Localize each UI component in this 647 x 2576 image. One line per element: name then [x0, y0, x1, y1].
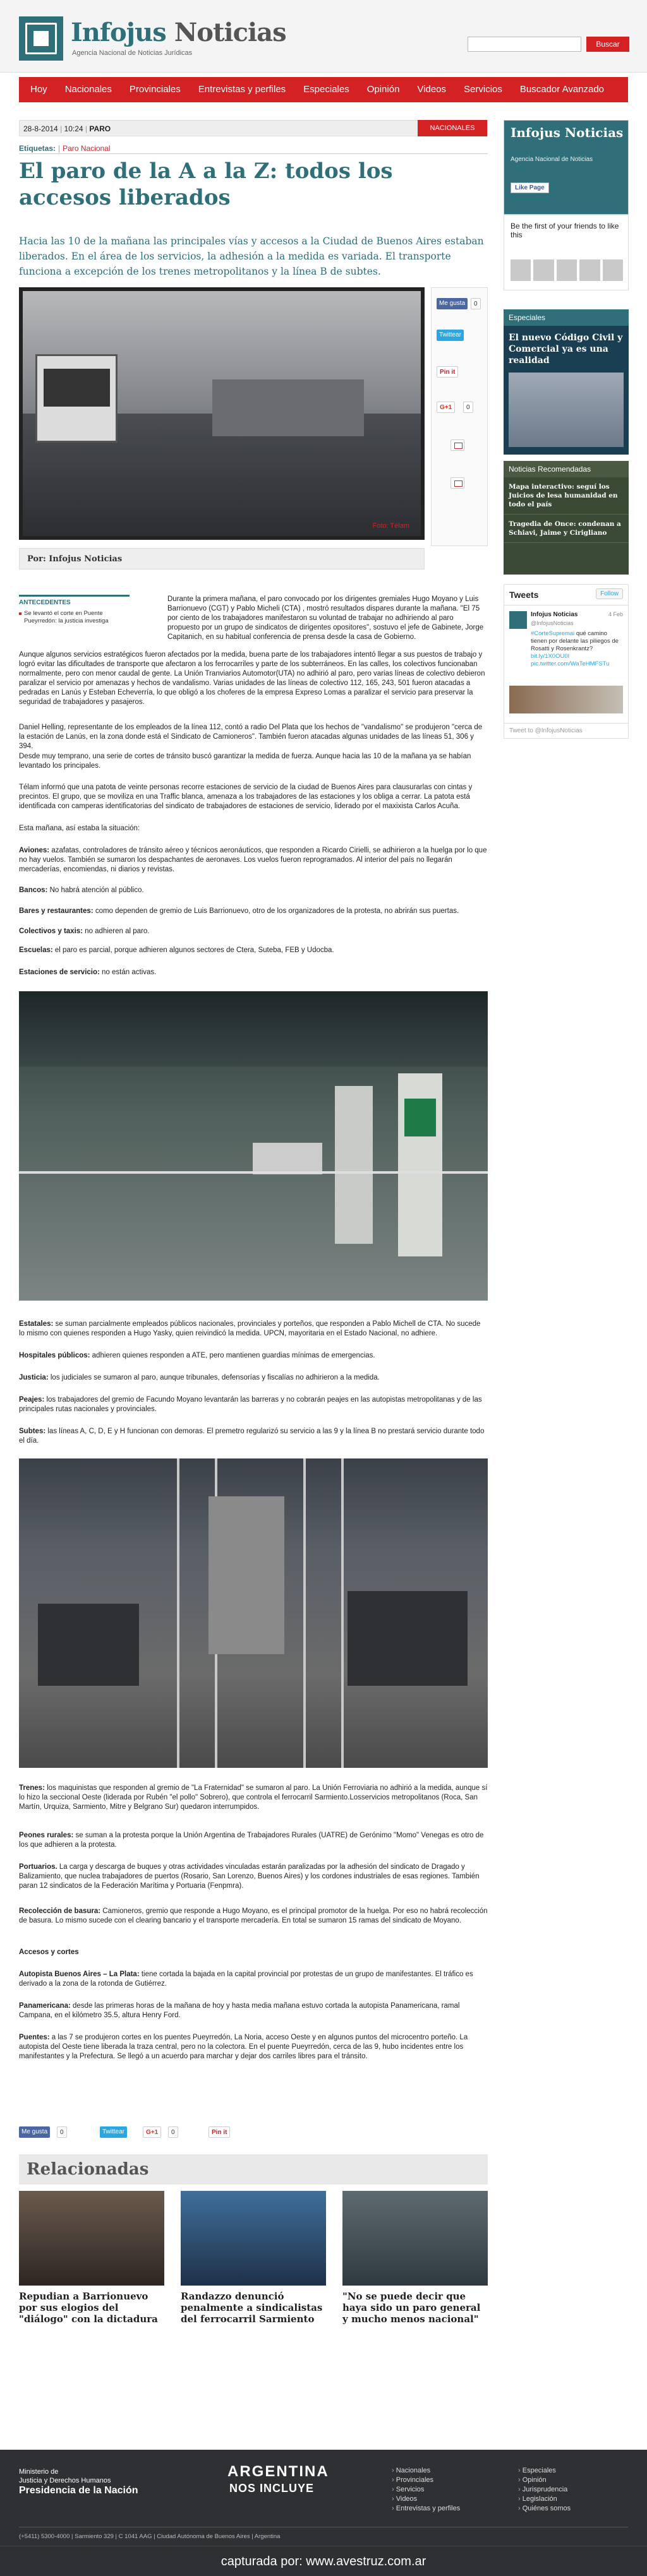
photo-credit: Foto: Télam: [372, 522, 409, 530]
paragraph: Peajes: los trabajadores del gremio de Facundo Moyano levantarán las barreras y no cobrarán peajes en las autopistas metropolitanas y de las principales rutas nacionales y provinciales.: [19, 1396, 482, 1413]
paragraph: Bares y restaurantes: como dependen de gremio de Luis Barrionuevo, otro de los organizadores de la protesta, no abrirán sus puertas.: [19, 907, 459, 915]
google-plus-count: 0: [463, 402, 473, 413]
footer-link[interactable]: › Servicios: [392, 2485, 460, 2495]
article-time: 10:24: [64, 124, 83, 133]
ministry-line2: Justicia y Derechos Humanos: [19, 2477, 111, 2484]
tags-line: Etiquetas: | Paro Nacional: [19, 144, 111, 153]
paragraph: Bancos: No habrá atención al público.: [19, 886, 144, 894]
related-item[interactable]: [342, 2191, 488, 2325]
site-footer: [0, 2450, 647, 2576]
paragraph: Hospitales públicos: adhieren quienes responden a ATE, pero mantienen guardias mínimas de emergencias.: [19, 1352, 375, 1359]
related-heading: Relacionadas: [19, 2154, 488, 2185]
nav-item-videos[interactable]: Videos: [417, 84, 447, 95]
facebook-count: 0: [471, 298, 481, 309]
nav-item-hoy[interactable]: Hoy: [30, 84, 47, 95]
related-image[interactable]: [19, 2191, 164, 2286]
footer-link[interactable]: › Legislación: [518, 2495, 571, 2504]
footer-link[interactable]: › Entrevistas y perfiles: [392, 2504, 460, 2513]
paragraph: Portuarios. La carga y descarga de buques y otras actividades vinculadas estarán paralizadas por la adhesión del sindicato de Dragado y Balizamiento, que nuclea trabajadores de puertos (Rosario, San Lorenzo, Buenos Aires) y los cordones industriales de esas regiones. También paran 12 sindicatos de la Federación Marítima y Portuaria (Fenpmra).: [19, 1863, 480, 1890]
related-item[interactable]: [19, 2191, 164, 2325]
paragraph: Estaciones de servicio: no están activas.: [19, 969, 157, 976]
article-section[interactable]: PARO: [89, 124, 111, 133]
logo-tagline: Agencia Nacional de Noticias Jurídicas: [72, 49, 193, 57]
gas-station-photo: [19, 991, 488, 1301]
print-icon[interactable]: [450, 439, 464, 451]
main-nav: [19, 77, 628, 102]
logo-main: Infojus: [71, 18, 166, 47]
especiales-widget[interactable]: [504, 309, 629, 455]
accesos-heading: Accesos y cortes: [19, 1948, 79, 1956]
footer-link[interactable]: › Opinión: [518, 2476, 571, 2485]
nav-item-buscador[interactable]: Buscador Avanzado: [519, 84, 605, 95]
footer-link[interactable]: › Provinciales: [392, 2476, 460, 2485]
paragraph: Justicia: los judiciales se sumaron al paro, aunque tribunales, defensorías y fiscalías no adhirieron a la medida.: [19, 1374, 380, 1381]
footer-link[interactable]: › Quiénes somos: [518, 2504, 571, 2513]
especiales-heading: Especiales: [504, 309, 629, 326]
divider: [19, 153, 488, 154]
site-logo[interactable]: [19, 13, 286, 63]
paragraph: Colectivos y taxis: no adhieren al paro.: [19, 927, 150, 935]
argentina-logo: ARGENTINA NOS INCLUYE: [227, 2463, 329, 2495]
related-item[interactable]: [181, 2191, 326, 2325]
twitter-widget: [504, 584, 629, 739]
paragraph: Esta mañana, así estaba la situación:: [19, 825, 140, 832]
nav-item-entrevistas[interactable]: Entrevistas y perfiles: [198, 84, 286, 95]
paragraph: Subtes: las líneas A, C, D, E y H funcionan con demoras. El premetro regularizó su servicio a las 9 y la línea B no prestará servicio durante todo el día.: [19, 1428, 485, 1445]
recomendadas-heading: Noticias Recomendadas: [504, 461, 629, 477]
especiales-image[interactable]: [509, 373, 624, 447]
antecedentes-heading: ANTECEDENTES: [19, 599, 71, 606]
footer-link[interactable]: › Especiales: [518, 2466, 571, 2476]
especiales-title[interactable]: El nuevo Código Civil y Comercial ya es una realidad: [509, 333, 623, 366]
related-title[interactable]: Randazzo denunció penalmente a sindicalistas del ferrocarril Sarmiento: [181, 2291, 323, 2325]
paragraph: Recolección de basura: Camioneros, gremio que responde a Hugo Moyano, es el principal promotor de la huelga. Por eso no habrá recolección de basura. Lo mismo sucede con el clearing bancario y el transporte mercadería. En total se sumaron 15 ramas del sindicato de Moyano.: [19, 1907, 488, 1924]
paragraph: Autopista Buenos Aires – La Plata: tiene cortada la bajada en la capital provincial por protestas de un grupo de manifestantes. El tráfico es derivado a la zona de la rotonda de Gutiérrez.: [19, 1971, 473, 1988]
nav-item-provinciales[interactable]: Provinciales: [129, 84, 181, 95]
like-page-button[interactable]: Like Page: [511, 182, 549, 193]
paragraph: Panamericana: desde las primeras horas de la mañana de hoy y hasta media mañana estuvo cortada la autopista Panamericana, ramal Campana, en el kilómetro 35.5, altura Henry Ford.: [19, 2002, 460, 2019]
tweet-text: #CorteSupremai qué camino tienen por delante las piliegos de Rosatti y Rosenkrantz? bit.ly/1X0OU0I pic.twitter.com/WaTeHMFSTu: [531, 630, 619, 667]
bottom-share-bar: [19, 2126, 259, 2140]
paragraph: Estatales: se suman parcialmente empleados públicos nacionales, provinciales y porteños, que responden a Pablo Michell de CTA. No sucede lo mismo con quienes responden a Hugo Yasky, quien reivindicó la medida. UPCN, mayoritaria en el Estado Nacional, no adhiere.: [19, 1320, 481, 1337]
nav-item-nacionales[interactable]: Nacionales: [64, 84, 112, 95]
twitter-button[interactable]: Twittear: [100, 2126, 127, 2138]
footer-links-2: [518, 2466, 571, 2513]
search-button[interactable]: Buscar: [586, 37, 629, 52]
facebook-like-button[interactable]: Me gusta: [437, 298, 468, 309]
google-plus-button[interactable]: G+1: [437, 402, 455, 413]
byline: Por: Infojus Noticias: [19, 548, 425, 569]
facebook-count: 0: [57, 2126, 67, 2138]
twitter-button[interactable]: Twittear: [437, 330, 464, 341]
recommended-item[interactable]: Tragedia de Once: condenan a Schiavi, Jaime y Cirigliano: [504, 515, 629, 543]
tag-link[interactable]: Paro Nacional: [63, 144, 111, 153]
paragraph: Desde muy temprano, una serie de cortes de tránsito buscó garantizar la medida de fuerza. Aunque hacia las 10 de la mañana ya se habían levantado los principales.: [19, 753, 471, 770]
tweet-date[interactable]: 4 Feb: [608, 611, 623, 617]
tweet-handle[interactable]: @InfojusNoticias: [531, 620, 574, 626]
paragraph: Durante la primera mañana, el paro convocado por los dirigentes gremiales Hugo Moyano y Luis Barrionuevo (CGT) y Pablo Micheli (CTA) , mostró resultados dispares durante la mañana. "El 75 por ciento de los trabajadores manifestaron su voluntad de trabajar no adhiriendo al paro propuesto por un grupo de sindicatos de dirigentes opositores", sostuvo el jefe de Gabinete, Jorge Capitanich, en su habitual conferencia de prensa desde la casa de Gobierno.: [167, 595, 484, 641]
friend-avatars: [511, 259, 623, 281]
nav-item-opinion[interactable]: Opinión: [366, 84, 400, 95]
ministry-line1: Ministerio de: [19, 2468, 59, 2476]
main-photo: [19, 287, 425, 540]
paragraph: Télam informó que una patota de veinte personas recorre estaciones de servicio de la ciudad de Buenos Aires para clausurarlas con cintas y precintos. El grupo, que se moviliza en una Traffic blanca, amenaza a los trabajadores de las estaciones y los obliga a cerrar. La patota está identificada con camperas identificatorias del sindicato de trabajadores de estaciones de servicio, liderado por el maxixista Carlos Acuña.: [19, 784, 473, 810]
nav-item-especiales[interactable]: Especiales: [303, 84, 349, 95]
google-plus-count: 0: [168, 2126, 178, 2138]
follow-button[interactable]: Follow: [596, 588, 623, 599]
tweet-image[interactable]: [509, 686, 623, 713]
paragraph: Aviones: azafatas, controladores de tránsito aéreo y técnicos aeronáuticos, que responden a Ricardo Cirielli, se adhirieron a la huelga por lo que no hay vuelos. También se sumaron los despachantes de aeronaves. Los vuelos fueron reprogramados. Al interior del país no llegarán mercaderías, encomiendas, ni diarios y revistas.: [19, 847, 487, 873]
facebook-page-banner[interactable]: [504, 120, 629, 215]
banner-title: Infojus Noticias: [511, 125, 624, 140]
paragraph: Peones rurales: se suman a la protesta porque la Unión Argentina de Trabajadores Rurales (UATRE) de Gerónimo "Momo" Venegas es otro de los que adhieren a la protesta.: [19, 1832, 484, 1849]
paragraph: Puentes: a las 7 se produjeron cortes en los puentes Pueyrredón, La Noria, acceso Oeste y en algunos puntos del microcentro porteño. La autopista del Oeste tiene liberada la traza central, pero no la colectora. En el puente Pueyrredón, cerca de las 9, hubo incidentes entre los manifestantes y la Prefectura. Se llegó a un acuerdo para marchar y dejar dos carriles libres para el tránsito.: [19, 2034, 468, 2060]
share-panel: [431, 287, 488, 546]
footer-links-1: [392, 2466, 460, 2513]
capture-credit: capturada por: www.avestruz.com.ar: [221, 2555, 426, 2568]
footer-contact: (+5411) 5300-4000 | Sarmiento 329 | C 1041 AAG | Ciudad Autónoma de Buenos Aires | Argentina: [19, 2533, 281, 2540]
antecedentes-link[interactable]: Se levantó el corte en Puente Pueyrredón: la justicia investiga: [19, 610, 130, 625]
paragraph: Escuelas: el paro es parcial, porque adhieren algunos sectores de Ctera, Suteba, FEB y Udocba.: [19, 946, 334, 954]
logo-second: Noticias: [174, 18, 286, 47]
recommended-item[interactable]: Mapa interactivo: seguí los Juicios de lesa humanidad en todo el país: [504, 477, 629, 515]
google-plus-button[interactable]: G+1: [143, 2126, 161, 2138]
search-input[interactable]: [468, 37, 581, 52]
pinterest-button[interactable]: Pin it: [437, 366, 458, 378]
antecedentes-box: [19, 595, 130, 625]
paragraph: Trenes: los maquinistas que responden al gremio de "La Fraternidad" se sumaron al paro. La Unión Ferroviaria no adhirió a la medida, aunque sí lo hizo la seccional Oeste (liderada por Rubén "el pollo" Sobrero), que controla el ferrocarril Sarmiento.Losservicios metropolitanos (Roca, San Martín, Urquiza, Sarmiento, Mitre y Belgrano Sur) quedaron interrumpidos.: [19, 1784, 488, 1811]
banner-subtitle: Agencia Nacional de Noticias: [511, 156, 593, 163]
tweet-user[interactable]: Infojus Noticias: [531, 611, 578, 618]
logo-icon: [19, 16, 63, 61]
facebook-friends-box: [504, 215, 629, 290]
ministry-logo[interactable]: [19, 2467, 138, 2495]
section-tag[interactable]: NACIONALES: [418, 120, 487, 136]
presidency-label: Presidencia de la Nación: [19, 2485, 138, 2496]
email-icon[interactable]: [450, 477, 464, 489]
tweet-to-box[interactable]: Tweet to @InfojusNoticias: [504, 723, 628, 738]
paragraph: Aunque algunos servicios estratégicos fueron afectados por la medida, buena parte de los trabajadores intentó llegar a sus puestos de trabajo y logró evitar las dificultades de transporte que afectaron a los ferrocarriles y parte de los subterráneos. En las calles, los colectivos funcionaban normalmente, pero con menor caudal de gente. La Unión Tranviarios Automotor(UTA) no adhirió al paro, pero varias líneas de colectivo debieron paralizar el servicio por amenazas y hechos de vandalismo. Varias unidades de las líneas de colectivo 112, 165, 243, 501 fueron atacadas a pedradas en Lanús y Esteban Echeverría, lo que obligó a los choferes de la empresa Expreso Lomas a paralizar el servicio para preservar la seguridad de trabajadores y pasajeros.: [19, 651, 485, 706]
tweets-heading: Tweets: [509, 590, 539, 600]
related-image[interactable]: [342, 2191, 488, 2286]
page-title: El paro de la A a la Z: todos los accesos liberados: [19, 158, 393, 210]
nav-item-servicios[interactable]: Servicios: [464, 84, 502, 95]
footer-link[interactable]: › Videos: [392, 2495, 460, 2504]
tweet-avatar[interactable]: [509, 611, 527, 629]
facebook-like-button[interactable]: Me gusta: [19, 2126, 50, 2138]
tags-label: Etiquetas:: [19, 144, 56, 153]
site-header: [0, 0, 647, 73]
article-lead: Hacia las 10 de la mañana las principales vías y accesos a la Ciudad de Buenos Aires estaban liberados. En el área de los servicios, la adhesión a la medida es variada. El transporte funciona a excepción de los trenes metropolitanos y la línea B de subtes.: [19, 236, 484, 277]
recomendadas-widget: [504, 461, 629, 575]
friends-text: Be the first of your friends to like this: [511, 222, 619, 239]
footer-link[interactable]: › Jurisprudencia: [518, 2485, 571, 2495]
related-image[interactable]: [181, 2191, 326, 2286]
related-title[interactable]: Repudian a Barrionuevo por sus elogios del "diálogo" con la dictadura: [19, 2291, 158, 2325]
related-title[interactable]: "No se puede decir que haya sido un paro general y mucho menos nacional": [342, 2291, 481, 2325]
article-date: 28-8-2014: [23, 124, 58, 133]
train-interior-photo: [19, 1458, 488, 1768]
article-meta-bar: 28-8-2014 | 10:24 | PARO NACIONALES: [19, 120, 488, 136]
footer-link[interactable]: › Nacionales: [392, 2466, 460, 2476]
paragraph: Daniel Helling, representante de los empleados de la línea 112, contó a radio Del Plata que los hechos de "vandalismo" se produjeron "cerca de la estación de Lanús, en la zona donde está el Sindicato de Camioneros". También fueron atacadas algunas unidades de las líneas 51, 306 y 394.: [19, 724, 483, 750]
pinterest-button[interactable]: Pin it: [209, 2126, 230, 2138]
